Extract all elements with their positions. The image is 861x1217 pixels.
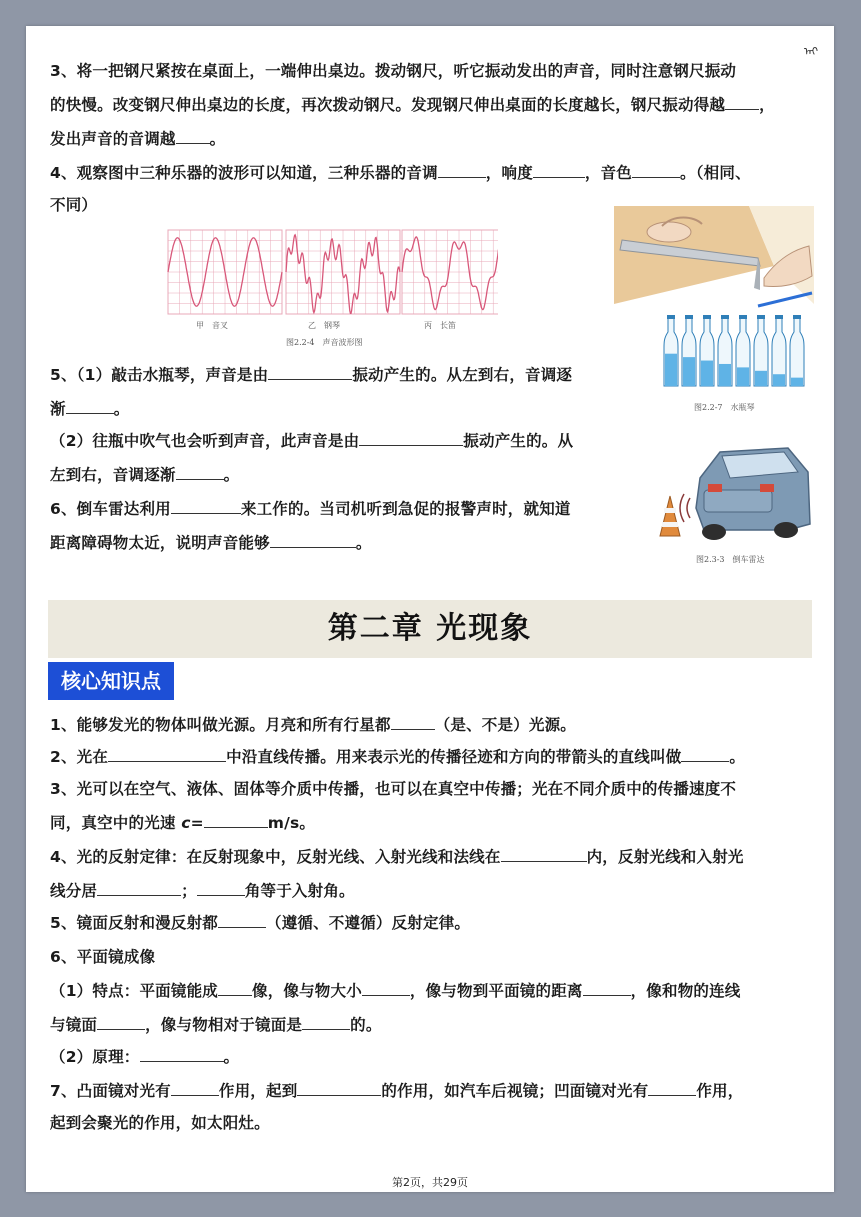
waveform-panel <box>168 230 282 314</box>
question-5-part-2-line-2: 左到右，音调逐渐 。 <box>50 458 239 492</box>
knowledge-point-4-line-1: 4、光的反射定律：在反射现象中，反射光线、入射光线和法线在 内，反射光线和入射光 <box>50 840 744 874</box>
page-number: 第2页，共29页 <box>392 1176 468 1189</box>
answer-blank[interactable] <box>681 743 729 762</box>
knowledge-point-6-part-2: （2）原理： 。 <box>50 1040 239 1074</box>
question-5-part-1-line-1: 5、（1）敲击水瓶琴，声音是由 振动产生的。从左到右，音调逐 <box>50 358 572 392</box>
water-bottle <box>718 315 732 386</box>
answer-blank[interactable] <box>533 159 585 178</box>
water-bottle <box>682 315 696 386</box>
knowledge-point-5: 5、镜面反射和漫反射都 （遵循、不遵循）反射定律。 <box>50 906 470 940</box>
corner-mark: ᠠᠢ <box>803 45 818 58</box>
question-5-part-1-line-2: 渐 。 <box>50 392 129 426</box>
question-3-line-3: 发出声音的音调越 。 <box>50 122 225 156</box>
waveform-figure <box>138 222 498 352</box>
answer-blank[interactable] <box>302 1011 350 1030</box>
answer-blank[interactable] <box>268 361 352 380</box>
bottle-caption: 图2.2-7 水瓶琴 <box>694 403 755 412</box>
water-bottle <box>754 315 768 386</box>
answer-blank[interactable] <box>204 809 268 828</box>
water-bottles-illustration <box>634 288 814 398</box>
knowledge-point-3-line-2: 同，真空中的光速 c= m/s。 <box>50 806 315 840</box>
car-caption: 图2.3-3 倒车雷达 <box>696 555 765 564</box>
waveform-label-b: 乙 钢琴 <box>308 321 340 330</box>
waveform-label-c: 丙 长笛 <box>424 321 456 330</box>
answer-blank[interactable] <box>270 529 356 548</box>
question-3-line-2: 的快慢。改变钢尺伸出桌边的长度，再次拨动钢尺。发现钢尺伸出桌面的长度越长，钢尺振动得越 ， <box>50 88 775 122</box>
answer-blank[interactable] <box>725 91 759 110</box>
knowledge-point-6-part-1-line-2: 与镜面 ，像与物相对于镜面是 的。 <box>50 1008 382 1042</box>
knowledge-point-6-part-1-line-1: （1）特点：平面镜能成 像，像与物大小 ，像与物到平面镜的距离 ，像和物的连线 <box>50 974 741 1008</box>
answer-blank[interactable] <box>391 711 435 730</box>
knowledge-point-6-title: 6、平面镜成像 <box>50 948 156 966</box>
question-6-line-1: 6、倒车雷达利用 来工作的。当司机听到急促的报警声时，就知道 <box>50 492 571 526</box>
question-6-line-2: 距离障碍物太近，说明声音能够 。 <box>50 526 372 560</box>
question-3-line-1: 3、将一把钢尺紧按在桌面上，一端伸出桌边。拨动钢尺，听它振动发出的声音，同时注意钢尺振动 <box>50 62 737 80</box>
answer-blank[interactable] <box>501 843 587 862</box>
knowledge-point-4-line-2: 线分居 ； 角等于入射角。 <box>50 874 355 908</box>
chapter-title: 第二章 光现象 <box>48 600 812 658</box>
water-bottle <box>772 315 786 386</box>
water-bottles-figure <box>634 288 814 418</box>
question-5-part-2-line-1: （2）往瓶中吹气也会听到声音，此声音是由 振动产生的。从 <box>50 424 573 458</box>
core-knowledge-tag: 核心知识点 <box>48 662 174 700</box>
knowledge-point-1: 1、能够发光的物体叫做光源。月亮和所有行星都 （是、不是）光源。 <box>50 708 576 742</box>
water-bottle <box>700 315 714 386</box>
answer-blank[interactable] <box>218 977 252 996</box>
answer-blank[interactable] <box>632 159 680 178</box>
light-speed-symbol: c <box>181 814 191 832</box>
answer-blank[interactable] <box>97 877 181 896</box>
water-bottle <box>736 315 750 386</box>
waveform-graphic <box>138 222 498 352</box>
answer-blank[interactable] <box>362 977 410 996</box>
car-radar-illustration <box>638 438 814 548</box>
water-bottle <box>664 315 678 386</box>
knowledge-point-7-line-2: 起到会聚光的作用，如太阳灶。 <box>50 1114 270 1132</box>
answer-blank[interactable] <box>108 743 226 762</box>
answer-blank[interactable] <box>648 1077 696 1096</box>
answer-blank[interactable] <box>583 977 631 996</box>
waveform-panel <box>402 230 498 314</box>
question-4-line-2: 不同） <box>50 196 98 214</box>
answer-blank[interactable] <box>171 1077 219 1096</box>
answer-blank[interactable] <box>176 461 224 480</box>
answer-blank[interactable] <box>359 427 463 446</box>
answer-blank[interactable] <box>218 909 266 928</box>
worksheet-page <box>26 26 834 1192</box>
car-radar-figure <box>638 438 814 568</box>
answer-blank[interactable] <box>438 159 486 178</box>
answer-blank[interactable] <box>66 395 114 414</box>
waveform-label-a: 甲 音叉 <box>196 321 228 330</box>
answer-blank[interactable] <box>140 1043 224 1062</box>
knowledge-point-3-line-1: 3、光可以在空气、液体、固体等介质中传播，也可以在真空中传播；光在不同介质中的传播速度不 <box>50 780 737 798</box>
water-bottle <box>790 315 804 386</box>
answer-blank[interactable] <box>171 495 241 514</box>
answer-blank[interactable] <box>176 125 210 144</box>
question-4-line-1: 4、观察图中三种乐器的波形可以知道，三种乐器的音调 ，响度 ，音色 。（相同、 <box>50 156 751 190</box>
waveform-caption: 图2.2-4 声音波形图 <box>286 338 363 347</box>
knowledge-point-7-line-1: 7、凸面镜对光有 作用，起到 的作用，如汽车后视镜；凹面镜对光有 作用， <box>50 1074 743 1108</box>
knowledge-point-2: 2、光在 中沿直线传播。用来表示光的传播径迹和方向的带箭头的直线叫做 。 <box>50 740 745 774</box>
waveform-panel <box>286 230 400 314</box>
answer-blank[interactable] <box>197 877 245 896</box>
answer-blank[interactable] <box>97 1011 145 1030</box>
answer-blank[interactable] <box>297 1077 381 1096</box>
